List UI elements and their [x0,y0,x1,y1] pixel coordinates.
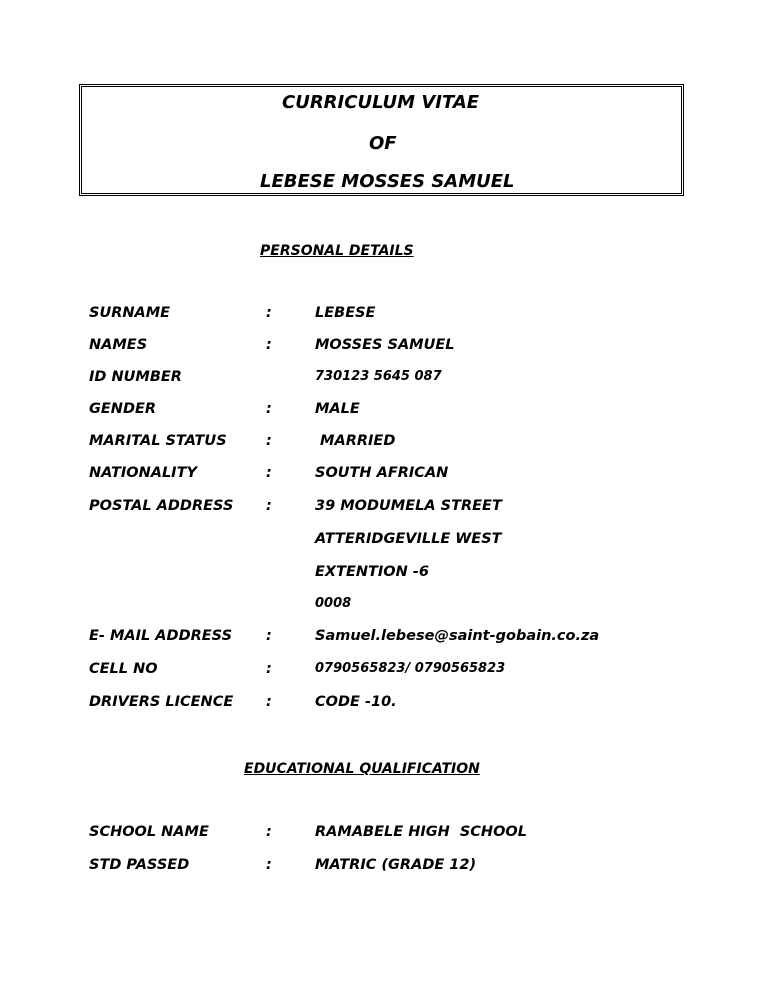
detail-value: MOSSES SAMUEL [315,337,455,353]
detail-row-nationality [0,462,768,484]
detail-label: POSTAL ADDRESS [89,498,234,514]
detail-row-address-line-2 [0,528,768,550]
candidate-name: LEBESE MOSSES SAMUEL [260,171,515,192]
detail-value: LEBESE [315,305,376,321]
detail-label: CELL NO [89,661,158,677]
detail-row-postal-code [0,593,768,615]
detail-value: MARRIED [315,433,396,449]
detail-label: NAMES [89,337,148,353]
detail-value: MATRIC (GRADE 12) [315,857,477,873]
detail-row-gender [0,398,768,420]
detail-value: CODE -10. [315,694,397,710]
detail-row-drivers-licence [0,691,768,713]
detail-colon: : [266,337,272,353]
detail-value: 730123 5645 087 [315,369,442,384]
detail-label: STD PASSED [89,857,190,873]
detail-label: SCHOOL NAME [89,824,209,840]
detail-colon: : [266,401,272,417]
document-title: CURRICULUM VITAE [282,92,480,113]
detail-row-email [0,625,768,647]
document-title-of: OF [369,133,397,154]
detail-label: ID NUMBER [89,369,182,385]
personal-details-heading: PERSONAL DETAILS [260,243,414,259]
detail-label: GENDER [89,401,157,417]
detail-row-surname [0,302,768,324]
detail-colon: : [266,661,272,677]
detail-colon: : [266,824,272,840]
detail-value: EXTENTION -6 [315,564,429,580]
detail-value: 0008 [315,596,352,611]
email-value: Samuel.lebese@saint-gobain.co.za [315,628,600,644]
detail-row-address-line-3 [0,561,768,583]
detail-colon: : [266,465,272,481]
detail-row-marital-status [0,430,768,452]
detail-colon: : [266,305,272,321]
detail-value: ATTERIDGEVILLE WEST [315,531,502,547]
education-heading: EDUCATIONAL QUALIFICATION [244,761,480,777]
education-row-school-name [0,821,768,843]
education-row-std-passed [0,854,768,876]
detail-row-names [0,334,768,356]
detail-value: 39 MODUMELA STREET [315,498,502,514]
detail-value: SOUTH AFRICAN [315,465,449,481]
detail-label: E- MAIL ADDRESS [89,628,233,644]
detail-label: SURNAME [89,305,171,321]
detail-colon: : [266,498,272,514]
detail-value: MALE [315,401,360,417]
detail-row-cell-no [0,658,768,680]
detail-value: RAMABELE HIGH SCHOOL [315,824,527,840]
detail-row-id-number [0,366,768,388]
detail-colon: : [266,857,272,873]
detail-label: DRIVERS LICENCE [89,694,234,710]
detail-label: NATIONALITY [89,465,197,481]
detail-row-postal-address [0,495,768,517]
detail-colon: : [266,694,272,710]
detail-label: MARITAL STATUS [89,433,227,449]
detail-colon: : [266,628,272,644]
detail-value: 0790565823/ 0790565823 [315,661,506,676]
detail-colon: : [266,433,272,449]
